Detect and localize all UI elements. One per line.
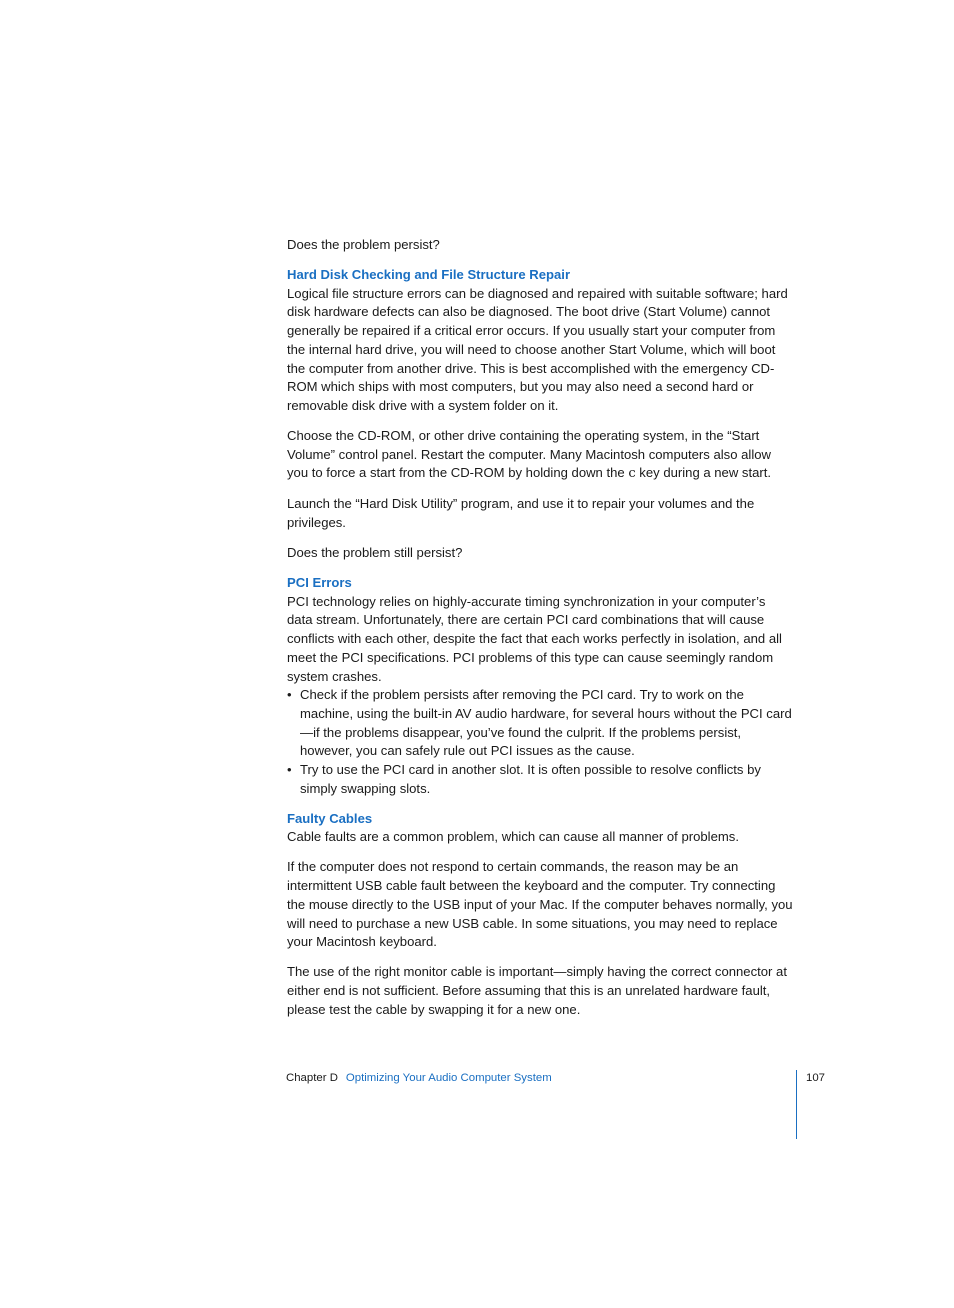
cables-paragraph-1: Cable faults are a common problem, which can cause all manner of problems. [287, 829, 739, 845]
footer-chapter-label: Chapter D [286, 1072, 338, 1084]
pci-bullet-list [287, 686, 793, 798]
footer-divider [796, 1070, 797, 1139]
hard-disk-paragraph-1: Logical file structure errors can be diagnosed and repaired with suitable software; hard disk hardware defects can also be diagnosed. The boot drive (Start Volume) cannot generally be repaired if a critical error occurs. If you usually start your computer from the internal hard drive, you will need to choose another Start Volume, which will boot the computer from another drive. This is best accomplished with the emergency CD-ROM which ships with most computers, but you may also need a second hard or removable disk drive with a system folder on it. [287, 285, 788, 413]
bullet-glyph: • [287, 687, 292, 703]
cables-paragraph-3: The use of the right monitor cable is important—simply having the correct connector at either end is not sufficient. Before assuming that this is an unrelated hardware fault, please test the cable by swapping it for a new one. [287, 964, 787, 1017]
intro-question: Does the problem persist? [287, 237, 440, 252]
list-item [287, 761, 793, 798]
page-footer [286, 1070, 552, 1086]
page-body [287, 236, 793, 1031]
page-number: 107 [806, 1072, 826, 1084]
hard-disk-paragraph-2 [287, 427, 793, 484]
cables-paragraph-2: If the computer does not respond to certain commands, the reason may be an intermittent USB cable fault between the keyboard and the computer. Try connecting the mouse directly to the USB input of your Mac. If the computer behaves normally, you will need to purchase a new USB cable. In some situations, you may need to replace your Macintosh keyboard. [287, 859, 793, 950]
heading-hard-disk: Hard Disk Checking and File Structure Repair [287, 267, 571, 282]
footer-chapter-title: Optimizing Your Audio Computer System [345, 1072, 552, 1084]
list-item-text: Check if the problem persists after removing the PCI card. Try to work on the machine, using the built-in AV audio hardware, for several hours without the PCI card—if the problems disappear, you’ve found the culprit. If the problems persist, however, you can safely rule out PCI issues as the cause. [300, 687, 792, 759]
hard-disk-paragraph-3: Launch the “Hard Disk Utility” program, and use it to repair your volumes and the privileges. [287, 496, 755, 531]
hard-disk-paragraph-2-end: key during a new start. [635, 465, 772, 481]
command-key-glyph: c [628, 466, 636, 482]
hard-disk-paragraph-2-start: Choose the CD-ROM, or other drive containing the operating system, in the “Start Volume” control panel. Restart the computer. Many Macintosh computers also allow you to force a start from the CD-ROM by holding down the [287, 427, 771, 481]
list-item-text: Try to use the PCI card in another slot. It is often possible to resolve conflicts by simply swapping slots. [300, 762, 761, 796]
heading-pci-errors: PCI Errors [287, 575, 352, 591]
bullet-glyph: • [287, 762, 292, 778]
list-item [287, 686, 793, 761]
heading-faulty-cables: Faulty Cables [287, 810, 373, 826]
hard-disk-paragraph-4: Does the problem still persist? [287, 545, 463, 561]
pci-paragraph-1: PCI technology relies on highly-accurate timing synchronization in your computer’s data stream. Unfortunately, there are certain PCI card combinations that will cause conflicts with each other, despite the fact that each works perfectly in isolation, and all meet the PCI specifications. PCI problems of this type can cause seemingly random system crashes. [287, 593, 782, 684]
